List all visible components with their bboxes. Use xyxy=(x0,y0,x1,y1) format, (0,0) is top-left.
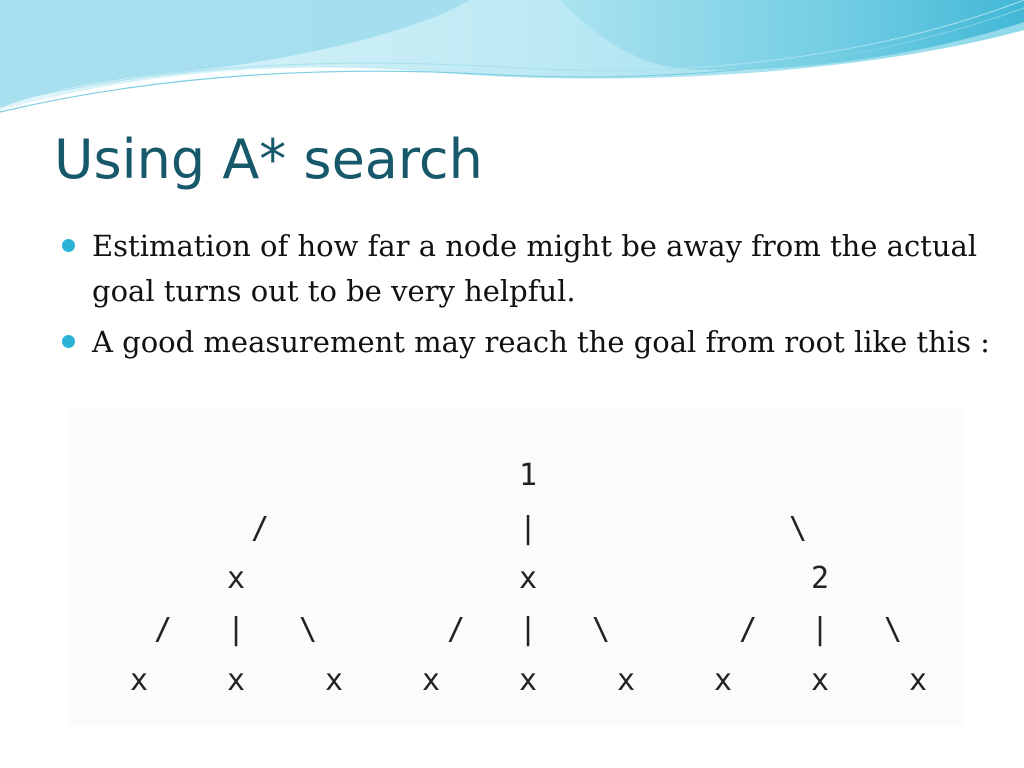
tree-connector: | xyxy=(518,612,538,647)
tree-node: x xyxy=(518,561,538,596)
tree-node: x xyxy=(226,561,246,596)
tree-connector: / xyxy=(738,612,758,647)
bullet-item xyxy=(62,320,992,365)
bullet-text: A good measurement may reach the goal from root like this : xyxy=(92,325,990,359)
tree-leaf-node: x xyxy=(518,663,538,698)
tree-leaf-node: x xyxy=(421,663,441,698)
tree-leaf-node: x xyxy=(713,663,733,698)
tree-connector: / xyxy=(250,511,270,546)
header-wave-decoration xyxy=(0,0,1024,120)
tree-connector: / xyxy=(446,612,466,647)
tree-connector: | xyxy=(810,612,830,647)
tree-diagram xyxy=(68,408,964,726)
tree-connector: | xyxy=(226,612,246,647)
tree-leaf-node: x xyxy=(810,663,830,698)
tree-connector: \ xyxy=(788,511,808,546)
tree-connector: | xyxy=(518,511,538,546)
tree-leaf-node: x xyxy=(908,663,928,698)
tree-connector: \ xyxy=(591,612,611,647)
tree-leaf-node: x xyxy=(129,663,149,698)
tree-goal-node: 2 xyxy=(810,561,830,596)
tree-connector: \ xyxy=(298,612,318,647)
tree-root-node: 1 xyxy=(518,458,538,493)
tree-leaf-node: x xyxy=(616,663,636,698)
bullet-item xyxy=(62,224,992,314)
bullet-list xyxy=(62,224,992,371)
tree-leaf-node: x xyxy=(226,663,246,698)
bullet-text: Estimation of how far a node might be away from the actual goal turns out to be very helpful. xyxy=(92,229,978,308)
bullet-dot-icon xyxy=(62,239,75,252)
tree-connector: \ xyxy=(883,612,903,647)
tree-leaf-node: x xyxy=(324,663,344,698)
bullet-dot-icon xyxy=(62,335,75,348)
tree-connector: / xyxy=(153,612,173,647)
slide-title: Using A* search xyxy=(54,128,483,191)
